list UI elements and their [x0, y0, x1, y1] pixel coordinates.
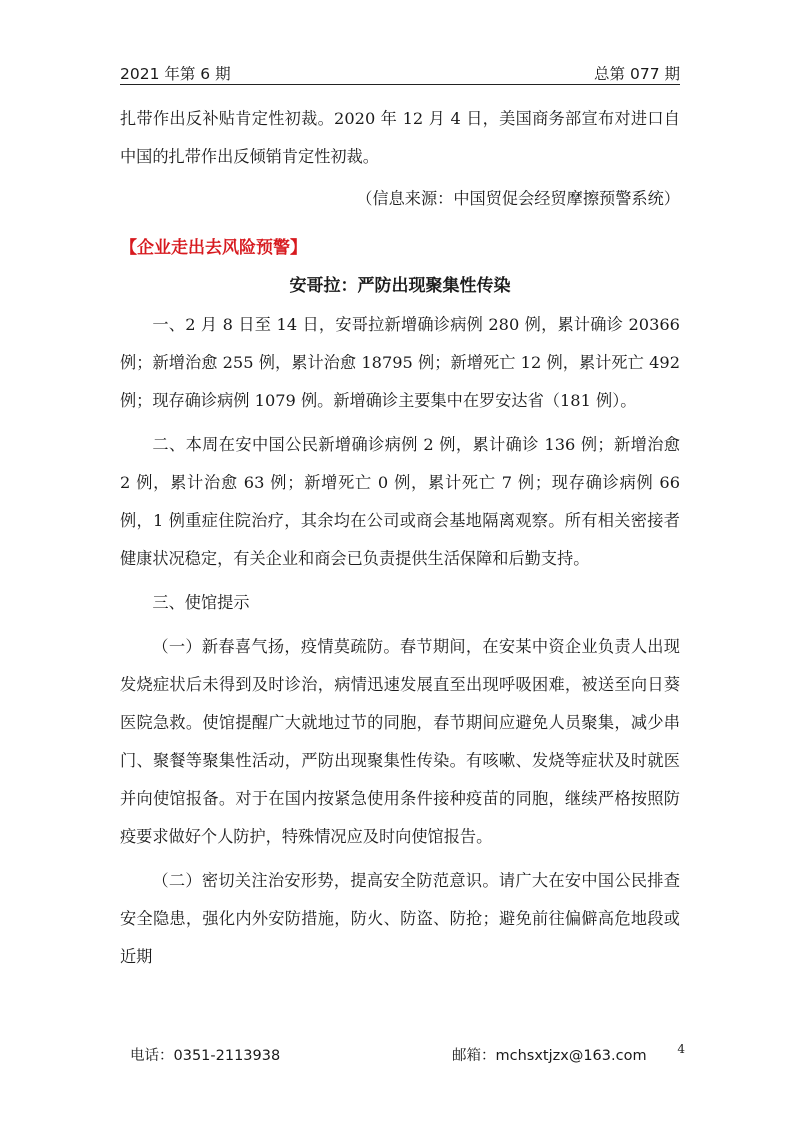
- source-note: （信息来源：中国贸促会经贸摩擦预警系统）: [356, 189, 680, 208]
- page-header: [120, 58, 680, 85]
- paragraph-1: 一、2 月 8 日至 14 日，安哥拉新增确诊病例 280 例，累计确诊 20366 例；新增治愈 255 例，累计治愈 18795 例；新增死亡 12 例，累计死亡 492 例；现存确诊病例 1079 例。新增确诊主要集中在罗安达省（181 例）。: [120, 315, 680, 410]
- page-content: [120, 100, 680, 976]
- paragraph-4: （一）新春喜气扬，疫情莫疏防。春节期间，在安某中资企业负责人出现发烧症状后未得到及时诊治，病情迅速发展直至出现呼吸困难，被送至向日葵医院急救。使馆提醒广大就地过节的同胞，春节期间应避免人员聚集，减少串门、聚餐等聚集性活动，严防出现聚集性传染。有咳嗽、发烧等症状及时就医并向使馆报备。对于在国内按紧急使用条件接种疫苗的同胞，继续严格按照防疫要求做好个人防护，特殊情况应及时向使馆报告。: [120, 637, 680, 846]
- issue-label: 2021 年第 6 期: [120, 65, 231, 83]
- section-title: 【企业走出去风险预警】: [120, 238, 307, 258]
- footer-email: 邮箱：mchsxtjzx@163.com: [452, 1048, 647, 1064]
- page-number: 4: [677, 1042, 685, 1056]
- paragraph-2: 二、本周在安中国公民新增确诊病例 2 例，累计确诊 136 例；新增治愈 2 例，累计治愈 63 例；新增死亡 0 例，累计死亡 7 例；现存确诊病例 66 例，1 例重症住院治疗，其余均在公司或商会基地隔离观察。所有相关密接者健康状况稳定，有关企业和商会已负责提供生活保障和后勤支持。: [120, 435, 680, 568]
- top-paragraph: 扎带作出反补贴肯定性初裁。2020 年 12 月 4 日，美国商务部宣布对进口自中国的扎带作出反倾销肯定性初裁。: [120, 109, 680, 166]
- total-issue-label: 总第 077 期: [594, 65, 680, 83]
- paragraph-3: 三、使馆提示: [152, 593, 250, 612]
- article-title: 安哥拉：严防出现聚集性传染: [289, 276, 511, 296]
- paragraph-5: （二）密切关注治安形势，提高安全防范意识。请广大在安中国公民排查安全隐患，强化内外安防措施，防火、防盗、防抢；避免前往偏僻高危地段或近期: [120, 871, 680, 966]
- footer-phone: 电话：0351-2113938: [130, 1048, 281, 1064]
